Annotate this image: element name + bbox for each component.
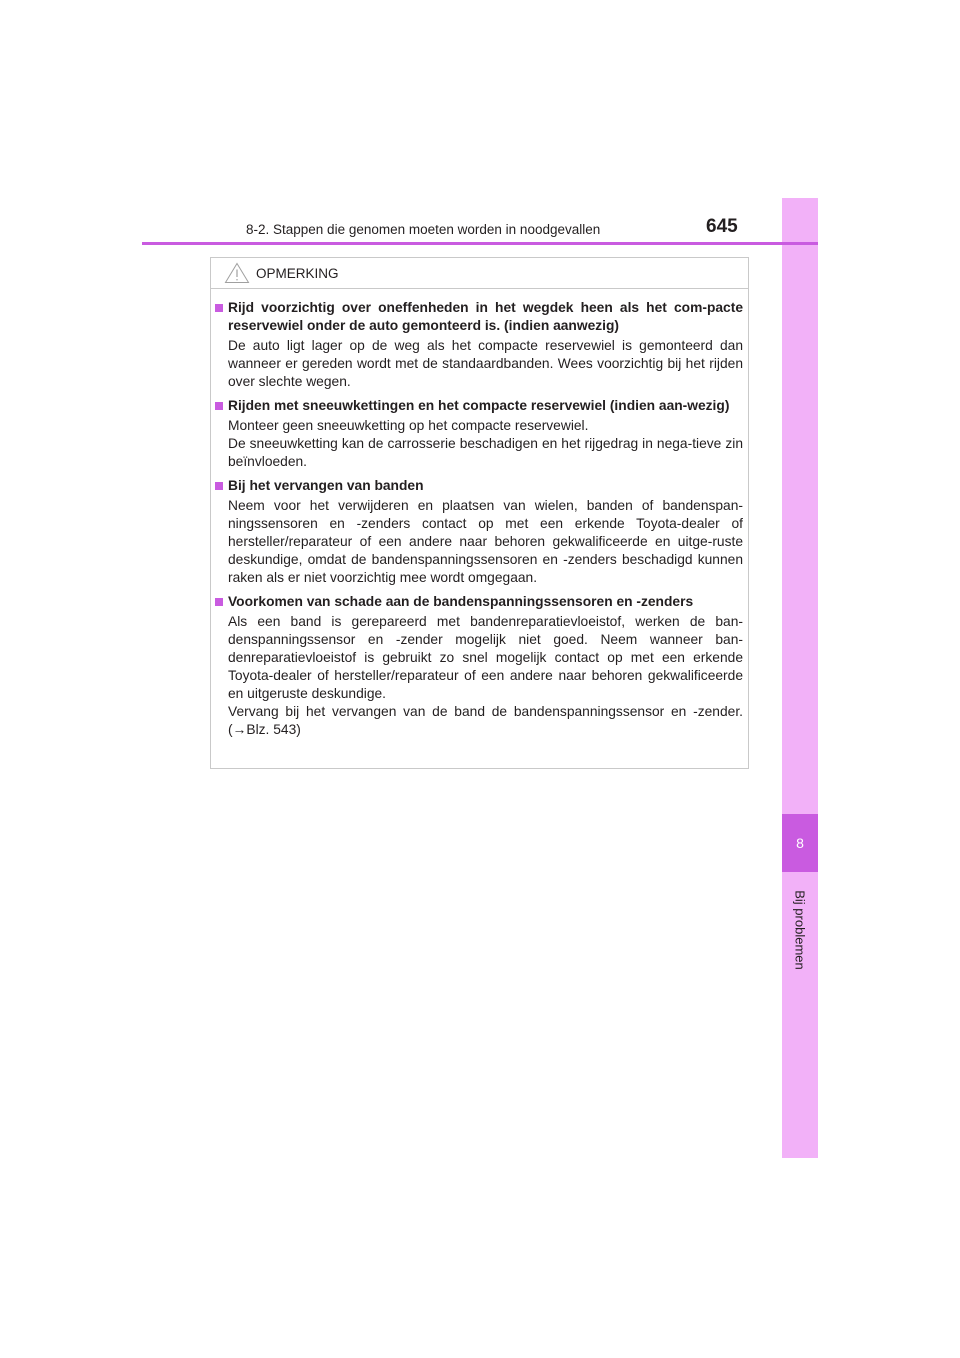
- notice-heading: [224, 262, 339, 284]
- notice-item-title: Bij het vervangen van banden: [215, 477, 743, 495]
- notice-item-title: Rijd voorzichtig over oneffenheden in het wegdek heen als het com-pacte reservewiel onder de auto gemonteerd is. (indien aanwezig): [215, 299, 743, 335]
- chapter-side-tab: [782, 198, 818, 1158]
- notice-item-title: Voorkomen van schade aan de bandenspanningssensoren en -zenders: [215, 593, 743, 611]
- notice-item-body: Als een band is gerepareerd met bandenreparatievloeistof, werken de ban-denspanningssensor en -zender mogelijk niet goed. Neem wanneer ban-denreparatievloeistof is gebruikt zo snel mogelijk contact op met een erkende Toyota-dealer of hersteller/reparateur of een andere naar behoren gekwalificeerde en uitgeruste deskundige. Vervang bij het vervangen van de band de bandenspanningssensor en -zender. (→Blz. 543): [228, 614, 743, 737]
- notice-heading-rule: [210, 288, 749, 289]
- chapter-number-tab[interactable]: [782, 814, 818, 872]
- notice-item-body: Monteer geen sneeuwketting op het compacte reservewiel. De sneeuwketting kan de carrosserie beschadigen en het rijgedrag in nega-tieve zin beïnvloeden.: [228, 418, 743, 469]
- page-number: 645: [706, 216, 738, 237]
- bullet-square-icon: [215, 482, 223, 490]
- notice-item-body: Neem voor het verwijderen en plaatsen van wielen, banden of bandenspan-ningssensoren en -zenders contact op met een erkende Toyota-dealer of hersteller/reparateur of een andere naar behoren gekwalificeerde en uitge-ruste deskundige, omdat de bandenspanningssensoren en -zenders beschadigd kunnen raken als er niet voorzichtig mee wordt omgegaan.: [228, 498, 743, 585]
- notice-item-body: De auto ligt lager op de weg als het compacte reservewiel is gemonteerd dan wanneer er gereden wordt met de standaardbanden. Wees voorzichtig bij het rijden over slechte wegen.: [228, 338, 743, 389]
- chapter-number: 8: [796, 835, 804, 851]
- chapter-label-wrap: [782, 880, 818, 980]
- notice-item: [215, 477, 743, 587]
- bullet-square-icon: [215, 304, 223, 312]
- notice-item: [215, 593, 743, 739]
- bullet-square-icon: [215, 598, 223, 606]
- notice-content: [215, 299, 743, 745]
- header-rule: [142, 242, 818, 245]
- notice-heading-label: OPMERKING: [256, 265, 339, 281]
- notice-item: [215, 397, 743, 471]
- bullet-square-icon: [215, 402, 223, 410]
- notice-item-title: Rijden met sneeuwkettingen en het compacte reservewiel (indien aan-wezig): [215, 397, 743, 415]
- section-title: 8-2. Stappen die genomen moeten worden in noodgevallen: [246, 222, 601, 237]
- notice-item: [215, 299, 743, 391]
- chapter-label: Bij problemen: [792, 890, 808, 970]
- warning-triangle-icon: [224, 262, 250, 284]
